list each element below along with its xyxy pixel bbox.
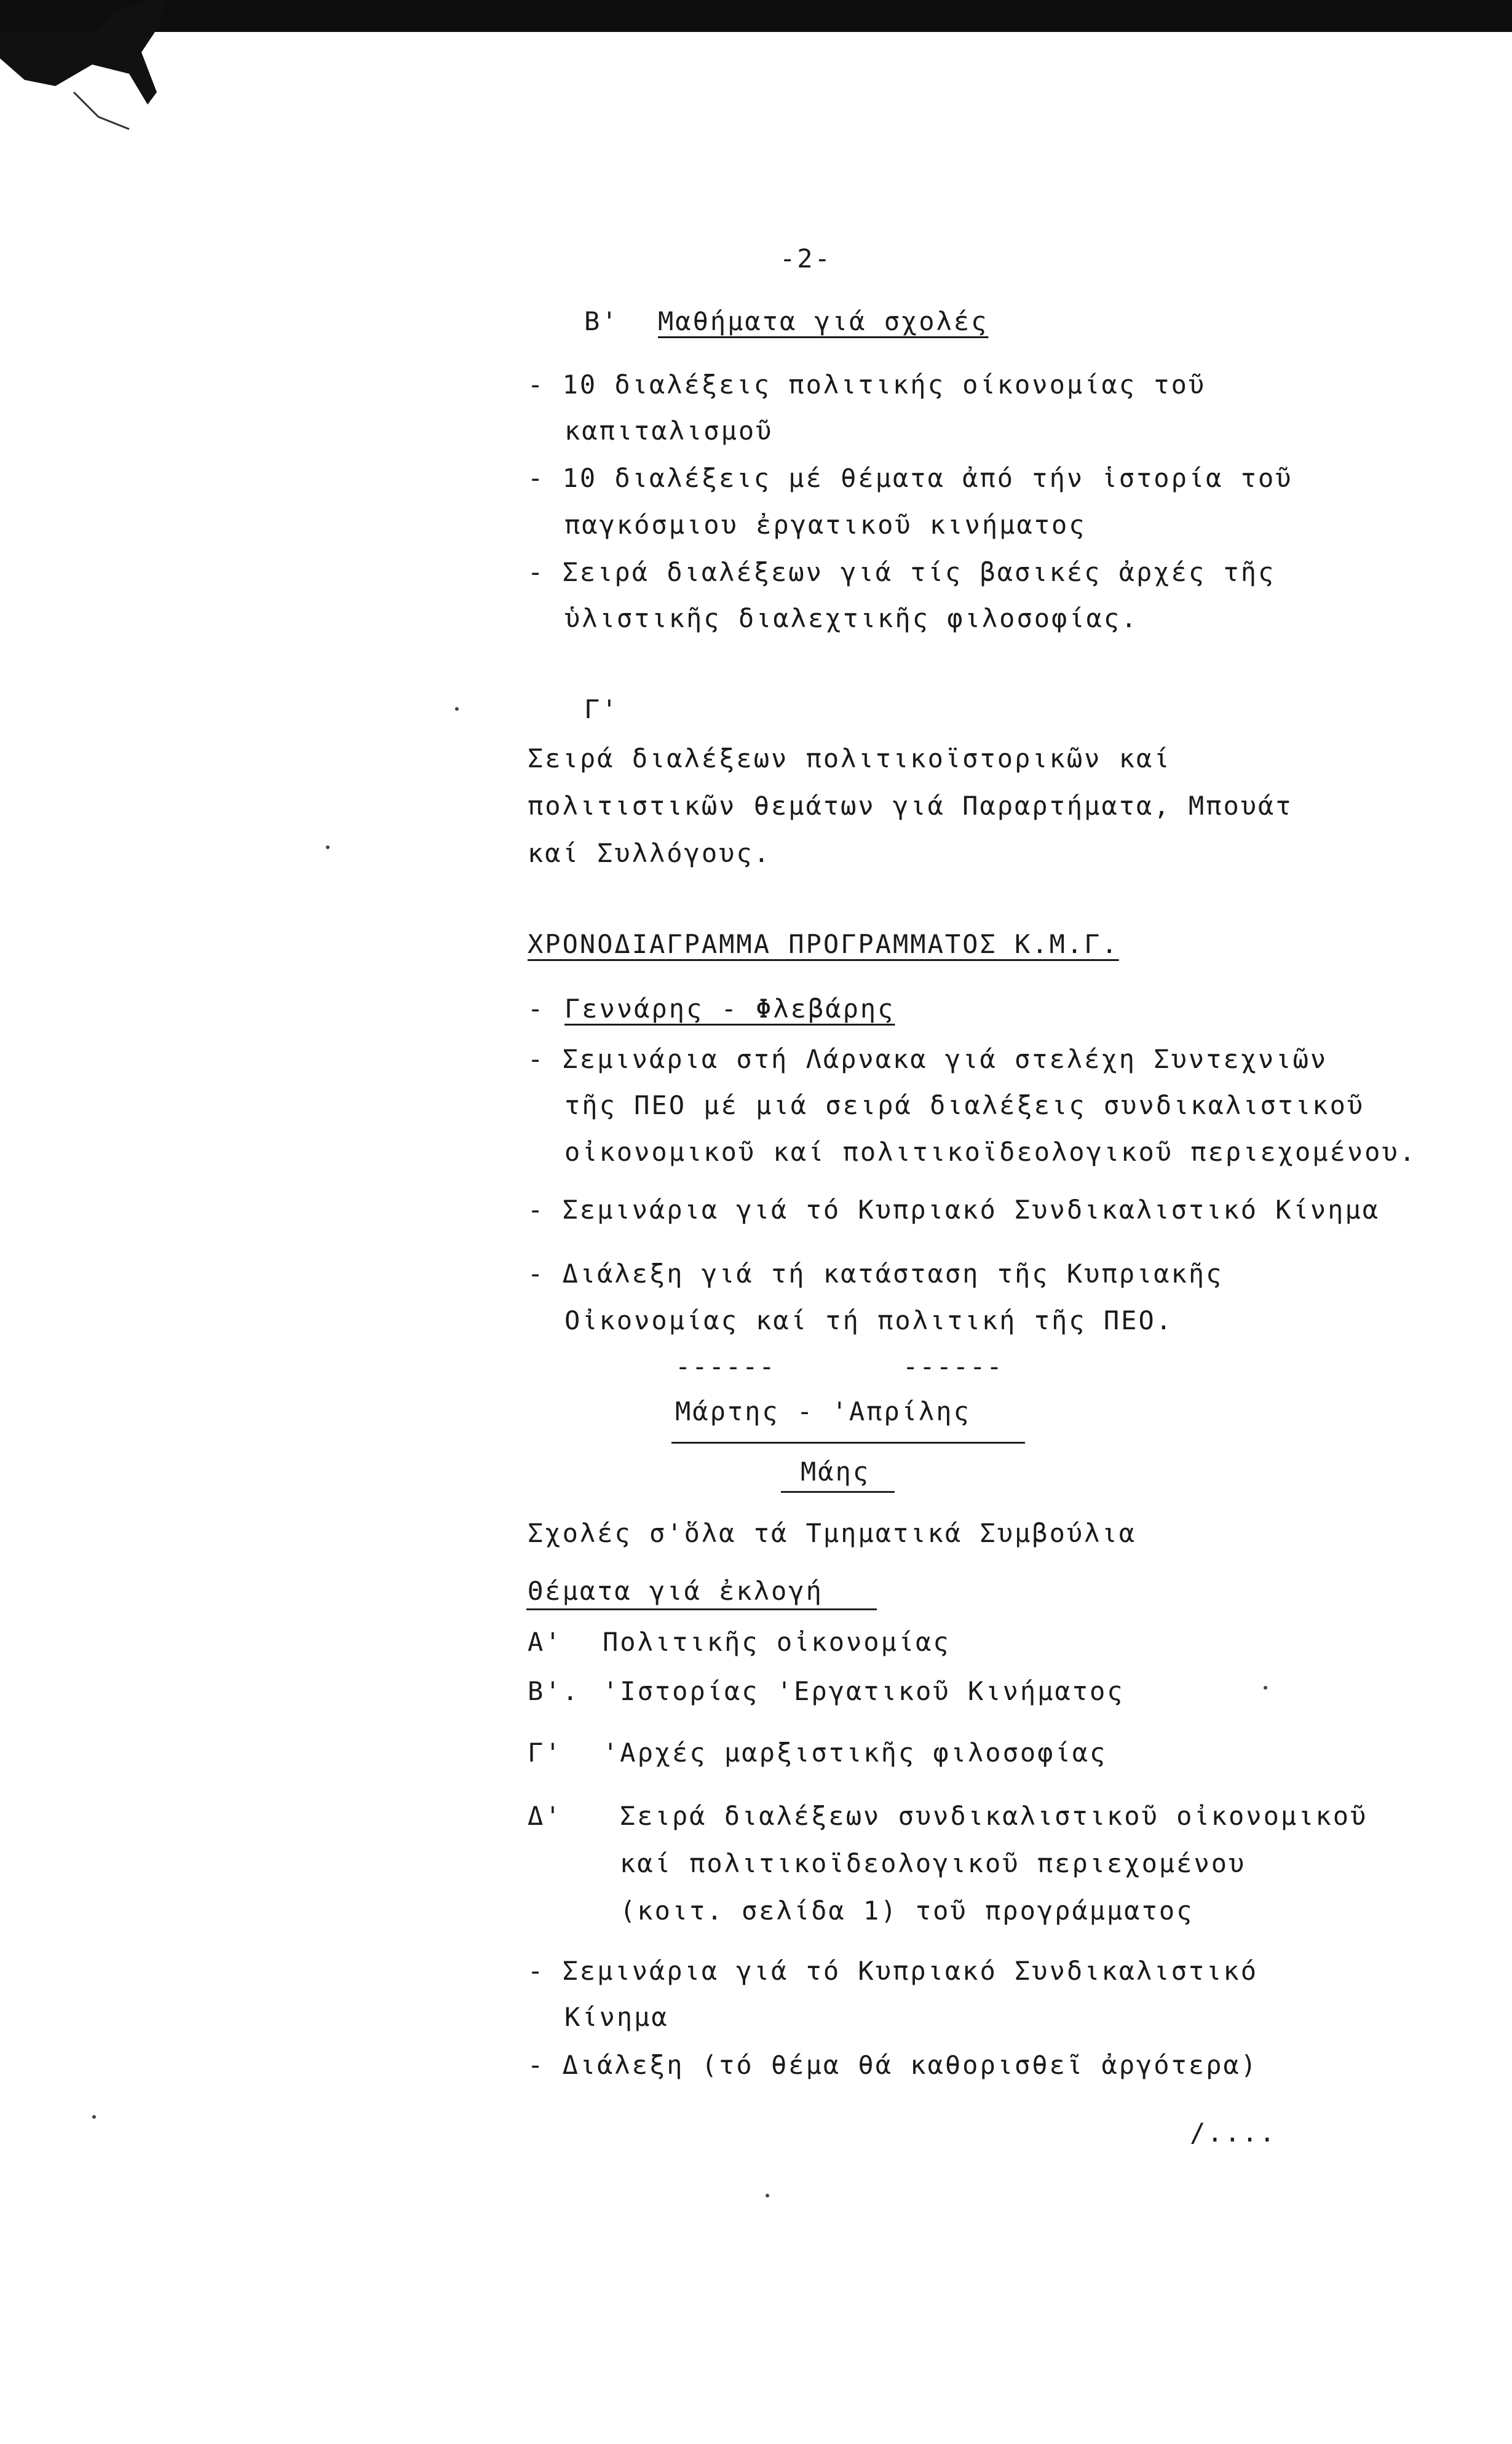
scan-speck bbox=[326, 845, 330, 849]
schedule-item: - Σεμινάρια γιά τό Κυπριακό Συνδικαλιστικό Κίνημα bbox=[528, 1195, 1380, 1225]
topic-text: (κοιτ. σελίδα 1) τοῦ προγράμματος bbox=[620, 1896, 1194, 1926]
scan-top-border bbox=[0, 0, 1512, 32]
section-b-line: καπιταλισμοῦ bbox=[564, 416, 774, 446]
scan-speck bbox=[92, 2115, 96, 2119]
torn-corner-mark bbox=[0, 0, 197, 160]
period-dash: - bbox=[528, 994, 545, 1024]
section-b-line: - 10 διαλέξεις μέ θέματα ἀπό τήν ἱστορία τοῦ bbox=[528, 463, 1293, 493]
section-b-label: Β' bbox=[584, 306, 619, 336]
schedule-item: - Διάλεξη γιά τή κατάσταση τῆς Κυπριακῆς bbox=[528, 1259, 1224, 1289]
topic-label: Β'. bbox=[528, 1676, 580, 1706]
schedule-item: Οἰκονομίας καί τή πολιτική τῆς ΠΕΟ. bbox=[564, 1305, 1174, 1335]
schedule-item: οἰκονομικοῦ καί πολιτικοϊδεολογικοῦ περιεχομένου. bbox=[564, 1137, 1417, 1167]
topic-text: καί πολιτικοϊδεολογικοῦ περιεχομένου bbox=[620, 1848, 1246, 1878]
topic-text: 'Αρχές μαρξιστικῆς φιλοσοφίας bbox=[603, 1738, 1107, 1768]
period-underline bbox=[671, 1442, 1025, 1444]
schedule-item: τῆς ΠΕΟ μέ μιά σειρά διαλέξεις συνδικαλιστικοῦ bbox=[564, 1090, 1365, 1120]
schools-line: Σχολές σ'ὅλα τά Τμηματικά Συμβούλια bbox=[528, 1518, 1137, 1548]
topic-label: Γ' bbox=[528, 1738, 563, 1768]
topic-text: Σειρά διαλέξεων συνδικαλιστικοῦ οἰκονομικοῦ bbox=[620, 1801, 1368, 1831]
separator-dashes: ------ bbox=[903, 1351, 1003, 1382]
section-b-line: ὑλιστικῆς διαλεχτικῆς φιλοσοφίας. bbox=[564, 603, 1139, 633]
period-mar-apr: Μάρτης - 'Απρίλης bbox=[675, 1396, 971, 1426]
page-number: -2- bbox=[780, 243, 832, 274]
topic-label: Δ' bbox=[528, 1801, 563, 1831]
schedule-item: - Σεμινάρια γιά τό Κυπριακό Συνδικαλιστικό bbox=[528, 1956, 1259, 1986]
section-b-heading: Μαθήματα γιά σχολές bbox=[658, 306, 989, 336]
section-c-line: καί Συλλόγους. bbox=[528, 838, 772, 868]
scan-speck bbox=[1264, 1686, 1267, 1690]
schedule-title: ΧΡΟΝΟΔΙΑΓΡΑΜΜΑ ΠΡΟΓΡΑΜΜΑΤΟΣ Κ.Μ.Γ. bbox=[528, 929, 1119, 959]
topics-underline bbox=[526, 1608, 877, 1610]
topic-text: Πολιτικῆς οἰκονομίας bbox=[603, 1627, 951, 1657]
topic-text: 'Ιστορίας 'Εργατικοῦ Κινήματος bbox=[603, 1676, 1125, 1706]
scan-speck bbox=[455, 707, 459, 711]
separator-dashes: ------ bbox=[675, 1351, 776, 1382]
period-jan-feb: Γεννάρης - Φλεβάρης bbox=[564, 994, 895, 1024]
section-c-line: Σειρά διαλέξεων πολιτικοϊστορικῶν καί bbox=[528, 743, 1171, 773]
section-b-line: - Σειρά διαλέξεων γιά τίς βασικές ἀρχές τῆς bbox=[528, 557, 1276, 587]
section-c-label: Γ' bbox=[584, 694, 619, 724]
schedule-item: - Διάλεξη (τό θέμα θά καθορισθεῖ ἀργότερα) bbox=[528, 2050, 1259, 2080]
topics-heading: Θέματα γιά ἐκλογή bbox=[528, 1576, 823, 1606]
period-may: Μάης bbox=[801, 1457, 871, 1487]
section-c-line: πολιτιστικῶν θεμάτων γιά Παραρτήματα, Μπουάτ bbox=[528, 791, 1293, 821]
period-underline bbox=[781, 1491, 895, 1493]
schedule-item: Κίνημα bbox=[564, 2002, 669, 2032]
schedule-item: - Σεμινάρια στή Λάρνακα γιά στελέχη Συντεχνιῶν bbox=[528, 1044, 1328, 1074]
topic-label: Α' bbox=[528, 1627, 563, 1657]
continuation-mark: /.... bbox=[1190, 2118, 1277, 2148]
scan-speck bbox=[766, 2194, 769, 2197]
section-b-line: παγκόσμιου ἐργατικοῦ κινήματος bbox=[564, 510, 1087, 540]
section-b-line: - 10 διαλέξεις πολιτικής οίκονομίας τοῦ bbox=[528, 370, 1206, 400]
